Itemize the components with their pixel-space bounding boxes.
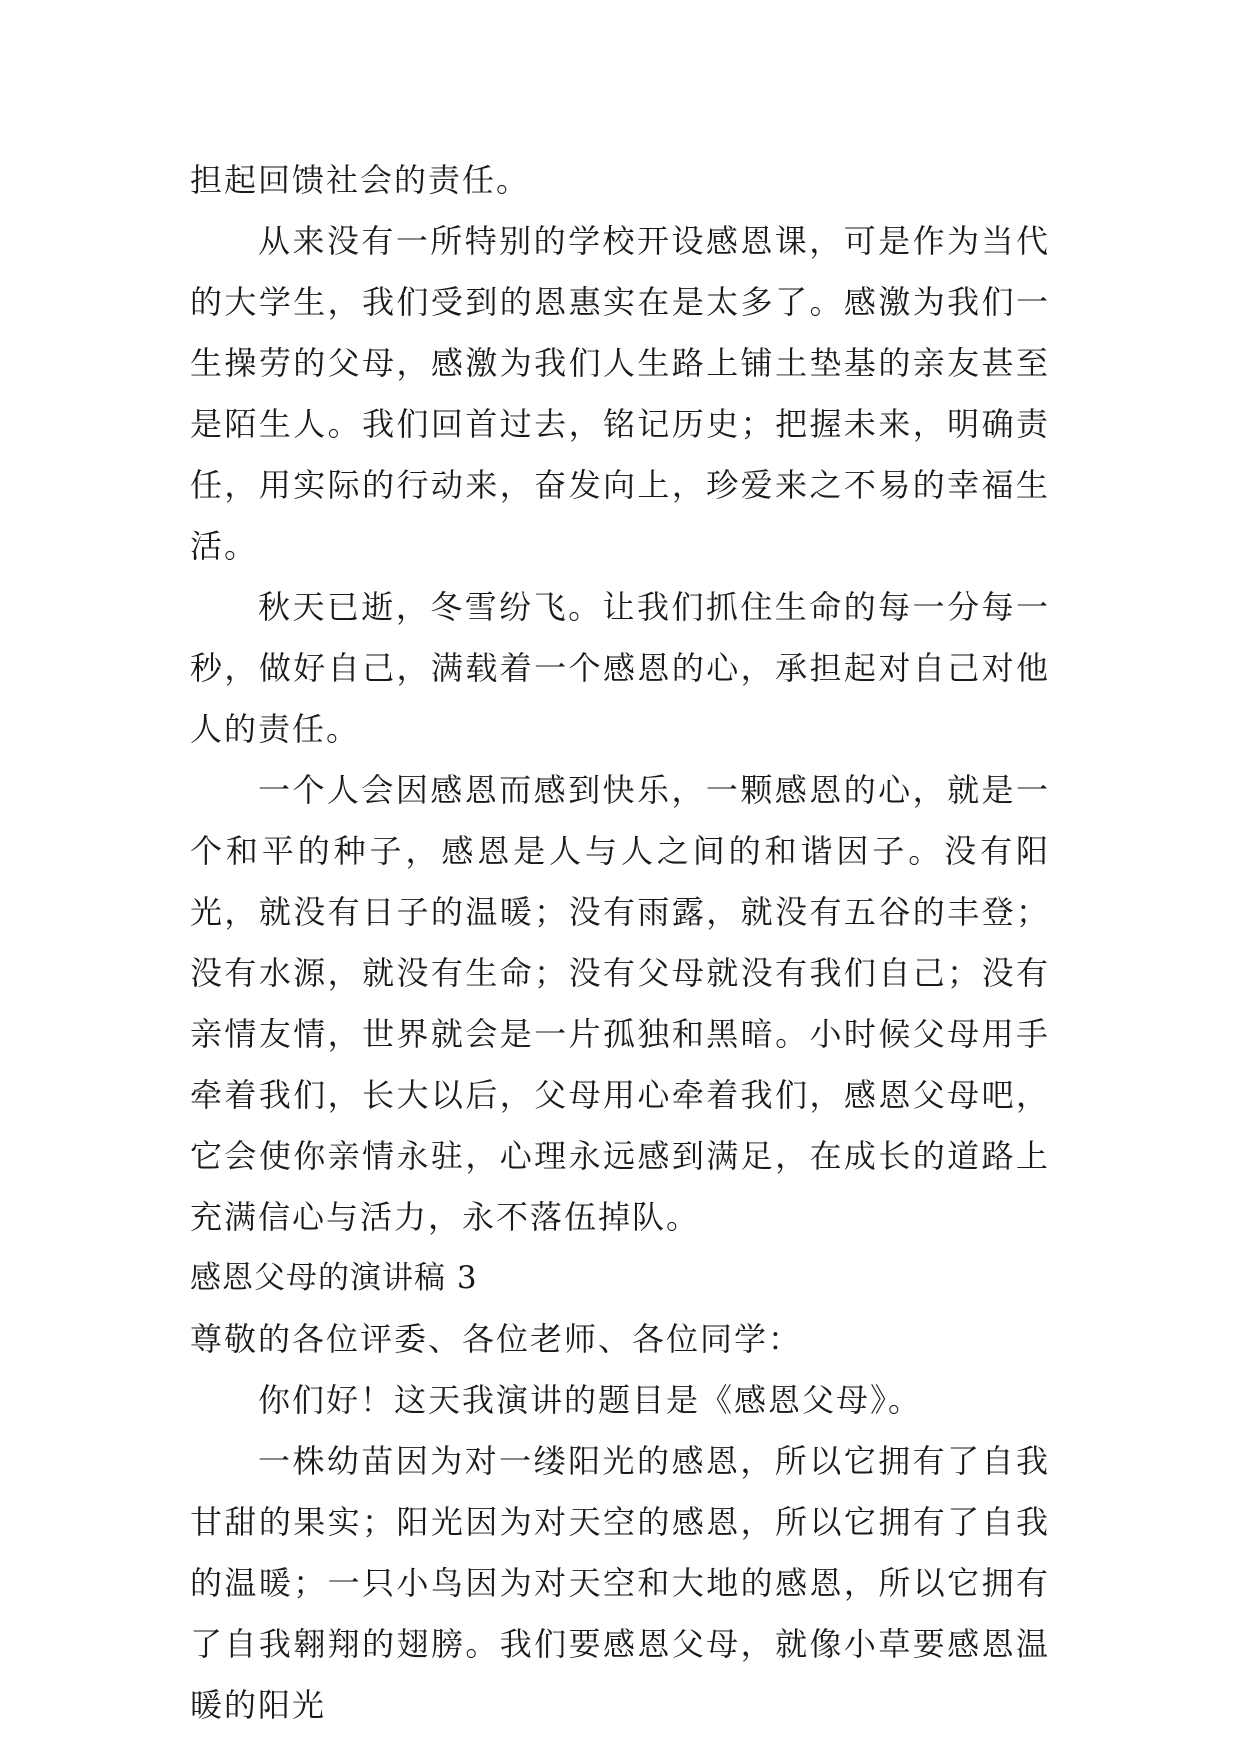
paragraph-3: 秋天已逝，冬雪纷飞。让我们抓住生命的每一分每一秒，做好自己，满载着一个感恩的心，承担起对自己对他人的责任。 [190,588,1050,748]
greeting: 你们好！这天我演讲的题目是《感恩父母》。 [258,1381,923,1419]
salutation: 尊敬的各位评委、各位老师、各位同学： [190,1320,803,1358]
document-page [190,150,1050,1736]
section-title: 感恩父母的演讲稿 3 [190,1260,478,1296]
paragraph-1: 担起回馈社会的责任。 [190,161,531,199]
paragraph-2: 从来没有一所特别的学校开设感恩课，可是作为当代的大学生，我们受到的恩惠实在是太多了。感激为我们一生操劳的父母，感激为我们人生路上铺土垫基的亲友甚至是陌生人。我们回首过去，铭记历史；把握未来，明确责任，用实际的行动来，奋发向上，珍爱来之不易的幸福生活。 [190,222,1050,565]
paragraph-4: 一个人会因感恩而感到快乐，一颗感恩的心，就是一个和平的种子，感恩是人与人之间的和谐因子。没有阳光，就没有日子的温暖；没有雨露，就没有五谷的丰登；没有水源，就没有生命；没有父母就没有我们自己；没有亲情友情，世界就会是一片孤独和黑暗。小时候父母用手牵着我们，长大以后，父母用心牵着我们，感恩父母吧，它会使你亲情永驻，心理永远感到满足，在成长的道路上充满信心与活力，永不落伍掉队。 [190,771,1050,1236]
paragraph-last: 一株幼苗因为对一缕阳光的感恩，所以它拥有了自我甘甜的果实；阳光因为对天空的感恩，所以它拥有了自我的温暖；一只小鸟因为对天空和大地的感恩，所以它拥有了自我翱翔的翅膀。我们要感恩父母，就像小草要感恩温暖的阳光 [190,1442,1050,1724]
